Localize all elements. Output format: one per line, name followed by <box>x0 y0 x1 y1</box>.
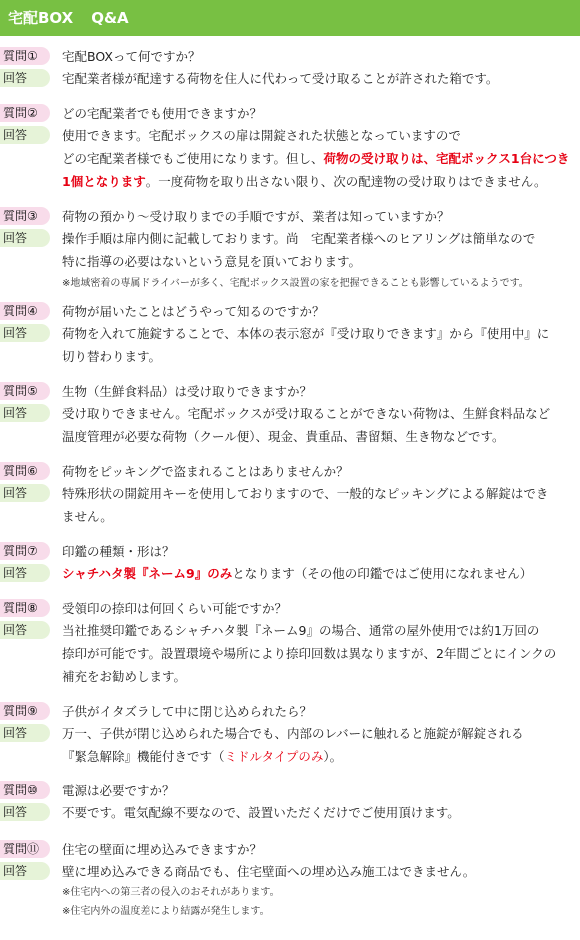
answer-line-9-2-pre: 『緊急解除』機能付きです（ <box>62 749 225 764</box>
question-text-3: 荷物の預かり～受け取りまでの手順ですが、業者は知っていますか？ <box>62 209 450 224</box>
question-label-7: 質問⑦ <box>0 542 50 560</box>
answer-line-2-1: 使用できます。宅配ボックスの扉は開錠された状態となっていますので <box>62 128 461 143</box>
question-text-1: 宅配BOXって何ですか？ <box>62 49 201 64</box>
question-label-2: 質問② <box>0 104 50 122</box>
answer-label-10: 回答 <box>0 803 50 821</box>
answer-highlight-9: ミドルタイプのみ <box>224 749 324 764</box>
answer-line-6-2: ません。 <box>62 509 113 524</box>
question-text-5: 生物（生鮮食料品）は受け取りできますか？ <box>62 384 313 399</box>
answer-label-9: 回答 <box>0 724 50 742</box>
answer-note-3: ※地域密着の専属ドライバーが多く、宅配ボックス設置の家を把握できることも影響しているようです。 <box>62 278 529 289</box>
answer-highlight-2a: 荷物の受け取りは、宅配ボックス1台につき <box>323 151 570 166</box>
question-text-7: 印鑑の種類・形は？ <box>62 544 175 559</box>
header-title: 宅配BOX <box>8 9 74 27</box>
answer-label-3: 回答 <box>0 229 50 247</box>
question-label-4: 質問④ <box>0 302 50 320</box>
answer-label-5: 回答 <box>0 404 50 422</box>
question-label-1: 質問① <box>0 47 50 65</box>
question-label-10: 質問⑩ <box>0 781 50 799</box>
answer-label-4: 回答 <box>0 324 50 342</box>
question-text-4: 荷物が届いたことはどうやって知るのですか？ <box>62 304 325 319</box>
answer-line-11-1: 壁に埋め込みできる商品でも、住宅壁面への埋め込み施工はできません。 <box>62 864 476 879</box>
header-subtitle: Q&A <box>91 9 129 27</box>
question-text-2: どの宅配業者でも使用できますか？ <box>62 106 263 121</box>
question-text-10: 電源は必要ですか？ <box>62 783 175 798</box>
question-text-9: 子供がイタズラして中に閉じ込められたら？ <box>62 704 313 719</box>
question-text-6: 荷物をピッキングで盗まれることはありませんか？ <box>62 464 349 479</box>
answer-line-2-3 <box>62 170 574 193</box>
answer-line-10-1: 不要です。電気配線不要なので、設置いただくだけでご使用頂けます。 <box>62 805 460 820</box>
question-label-8: 質問⑧ <box>0 599 50 617</box>
answer-line-4-1: 荷物を入れて施錠することで、本体の表示窓が『受け取りできます』から『使用中』に <box>62 326 550 341</box>
answer-line-8-1: 当社推奨印鑑であるシャチハタ製『ネーム9』の場合、通常の屋外使用では約1万回の <box>62 623 540 638</box>
answer-line-9-2 <box>62 745 574 768</box>
answer-line-9-1: 万一、子供が閉じ込められた場合でも、内部のレバーに触れると施錠が解錠される <box>62 726 524 741</box>
answer-text-1: 宅配業者様が配達する荷物を住人に代わって受け取ることが許された箱です。 <box>62 71 499 86</box>
answer-line-2-2-pre: どの宅配業者様でもご使用になります。但し、 <box>62 151 324 166</box>
answer-note-11-1: ※住宅内への第三者の侵入のおそれがあります。 <box>62 887 280 898</box>
answer-line-7-post: となります（その他の印鑑ではご使用になれません） <box>232 566 533 581</box>
question-label-3: 質問③ <box>0 207 50 225</box>
answer-line-8-2: 捺印が可能です。設置環境や場所により捺印回数は異なりますが、2年間ごとにインクの <box>62 646 557 661</box>
question-label-6: 質問⑥ <box>0 462 50 480</box>
answer-highlight-2b: 1個となります <box>62 174 146 189</box>
answer-line-2-3-post: 。一度荷物を取り出さない限り、次の配達物の受け取りはできません。 <box>145 174 547 189</box>
answer-line-5-1: 受け取りできません。宅配ボックスが受け取ることができない荷物は、生鮮食料品など <box>62 406 551 421</box>
answer-label-2: 回答 <box>0 126 50 144</box>
answer-line-3-2: 特に指導の必要はないという意見を頂いております。 <box>62 254 362 269</box>
answer-label-1: 回答 <box>0 69 50 87</box>
answer-line-4-2: 切り替わります。 <box>62 349 162 364</box>
question-label-5: 質問⑤ <box>0 382 50 400</box>
answer-line-7-1 <box>62 562 574 585</box>
answer-line-9-2-post: ）。 <box>323 749 343 764</box>
question-text-11: 住宅の壁面に埋め込みできますか？ <box>62 842 263 857</box>
answer-line-6-1: 特殊形状の開錠用キーを使用しておりますので、一般的なピッキングによる解錠はでき <box>62 486 549 501</box>
question-text-8: 受領印の捺印は何回くらい可能ですか？ <box>62 601 288 616</box>
answer-label-7: 回答 <box>0 564 50 582</box>
answer-line-3-1: 操作手順は扉内側に記載しております。尚 宅配業者様へのヒアリングは簡単なので <box>62 231 536 246</box>
answer-label-6: 回答 <box>0 484 50 502</box>
answer-line-2-2 <box>62 147 574 170</box>
answer-line-5-2: 温度管理が必要な荷物（クール便）、現金、貴重品、書留類、生き物などです。 <box>62 429 505 444</box>
answer-line-8-3: 補充をお勧めします。 <box>62 669 187 684</box>
question-label-11: 質問⑪ <box>0 840 50 858</box>
page-header <box>0 0 580 36</box>
answer-label-11: 回答 <box>0 862 50 880</box>
answer-label-8: 回答 <box>0 621 50 639</box>
answer-note-11-2: ※住宅内外の温度差により結露が発生します。 <box>62 906 270 917</box>
question-label-9: 質問⑨ <box>0 702 50 720</box>
answer-highlight-7: シャチハタ製『ネーム9』のみ <box>62 566 233 581</box>
